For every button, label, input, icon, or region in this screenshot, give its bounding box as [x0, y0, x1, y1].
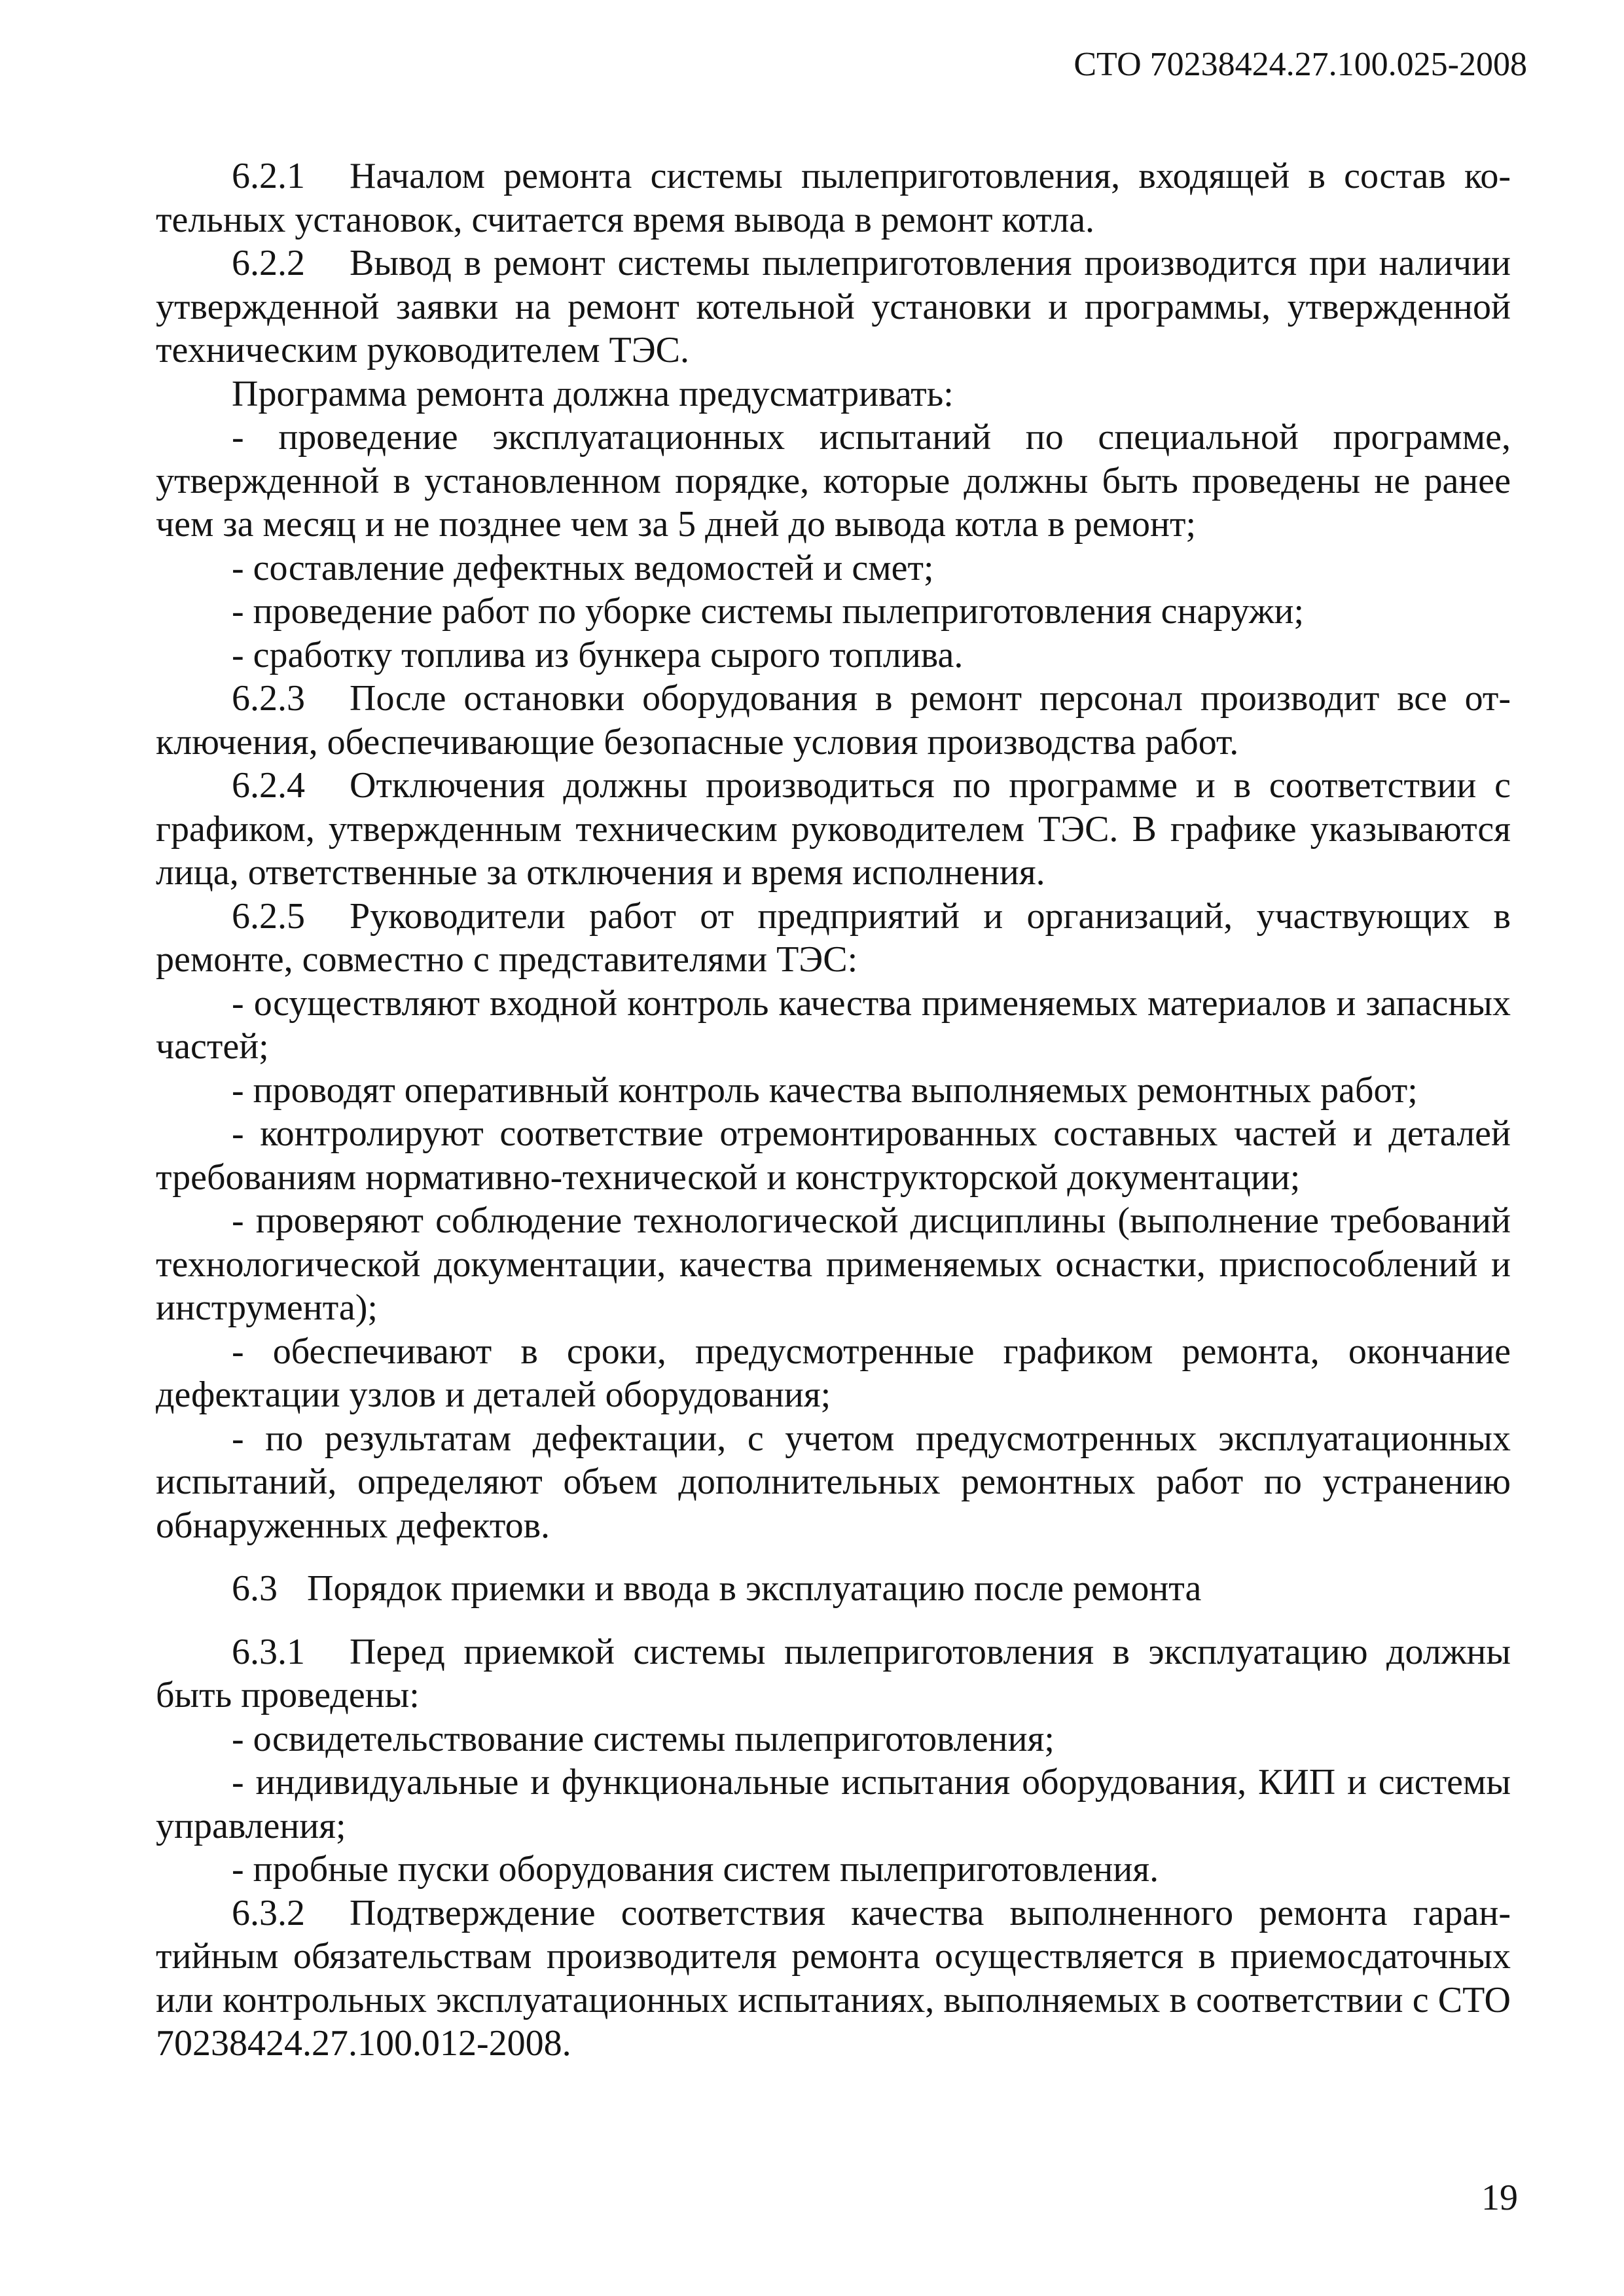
list-item: - проводят оперативный контроль качества выполняемых ремонтных работ;	[232, 1069, 1418, 1111]
paragraph-text: Вывод в ремонт системы пылеприготовления производится при наличии утвержденной заявки на ремонт котельной установки и программы, утвержденной техническим руководителем ТЭС.	[156, 243, 1511, 370]
list-item: - проведение работ по уборке системы пылеприготовления снаружи;	[232, 591, 1305, 632]
document-code-header: СТО 70238424.27.100.025-2008	[1074, 46, 1527, 83]
program-intro: Программа ремонта должна предусматривать:	[232, 373, 954, 414]
section-heading-6-3	[156, 1567, 1511, 1611]
list-item: - обеспечивают в сроки, предусмотренные графиком ремонта, окончание дефектации узлов и деталей оборудования;	[156, 1331, 1511, 1415]
list-item: - сработку топлива из бункера сырого топлива.	[232, 634, 964, 675]
clause-number: 6.2.5	[232, 895, 305, 937]
clause-number: 6.2.2	[232, 243, 305, 283]
paragraph-text: После остановки оборудования в ремонт персонал производит все отключения, обеспечивающие безопасные условия производства работ.	[156, 678, 1511, 762]
clause-number: 6.2.3	[232, 678, 305, 719]
list-item: - по результатам дефектации, с учетом предусмотренных эксплуатационных испытаний, определяют объем дополнительных ремонтных работ по устранению обнаруженных дефектов.	[156, 1418, 1511, 1546]
paragraph-text: Подтверждение соответствия качества выполненного ремонта гарантийным обязательствам производителя ремонта осуществляется в приемосдаточных или контрольных эксплуатационных испытаниях, выполняемых в соответствии с СТО 70238424.27.100.012-2008.	[156, 1892, 1511, 2064]
list-item: - контролируют соответствие отремонтированных составных частей и деталей требованиям нормативно-технической и конструкторской документации;	[156, 1113, 1511, 1198]
paragraph-6-2-1	[156, 154, 1511, 242]
paragraph-6-2-5	[156, 895, 1511, 982]
paragraph-6-3-2	[156, 1892, 1511, 2066]
page-body	[156, 154, 1511, 2066]
paragraph-text: Руководители работ от предприятий и организаций, участвующих в ремонте, совместно с представителями ТЭС:	[156, 895, 1511, 980]
paragraph-6-2-2	[156, 242, 1511, 372]
paragraph-text: Отключения должны производиться по программе и в соответствии с графиком, утвержденным техническим руководителем ТЭС. В графике указываются лица, ответственные за отключения и время исполнения.	[156, 765, 1511, 893]
list-item: - освидетельствование системы пылеприготовления;	[232, 1718, 1055, 1759]
list-item: - проверяют соблюдение технологической дисциплины (выполнение требований технологической документации, качества применяемых оснастки, приспособлений и инструмента);	[156, 1200, 1511, 1328]
list-item: - пробные пуски оборудования систем пылеприготовления.	[232, 1849, 1159, 1890]
list-item: - составление дефектных ведомостей и смет;	[232, 547, 934, 588]
page-number: 19	[1481, 2178, 1518, 2218]
section-number: 6.3	[232, 1568, 278, 1609]
clause-number: 6.2.1	[232, 156, 305, 196]
clause-number: 6.3.1	[232, 1631, 305, 1672]
paragraph-6-2-4	[156, 764, 1511, 895]
paragraph-text: Перед приемкой системы пылеприготовления в эксплуатацию должны быть проведены:	[156, 1631, 1511, 1715]
list-item: - осуществляют входной контроль качества применяемых материалов и запасных частей;	[156, 982, 1511, 1067]
paragraph-6-2-3	[156, 677, 1511, 764]
section-title: Порядок приемки и ввода в эксплуатацию после ремонта	[307, 1568, 1202, 1609]
paragraph-6-3-1	[156, 1630, 1511, 1717]
list-item: - проведение эксплуатационных испытаний по специальной программе, утвержденной в установленном порядке, которые должны быть проведены не ранее чем за месяц и не позднее чем за 5 дней до вывода котла в ремонт;	[156, 417, 1511, 545]
paragraph-text: Началом ремонта системы пылеприготовления, входящей в состав котельных установок, считается время вывода в ремонт котла.	[156, 156, 1511, 240]
clause-number: 6.3.2	[232, 1892, 305, 1933]
clause-number: 6.2.4	[232, 765, 305, 806]
list-item: - индивидуальные и функциональные испытания оборудования, КИП и системы управления;	[156, 1762, 1511, 1846]
